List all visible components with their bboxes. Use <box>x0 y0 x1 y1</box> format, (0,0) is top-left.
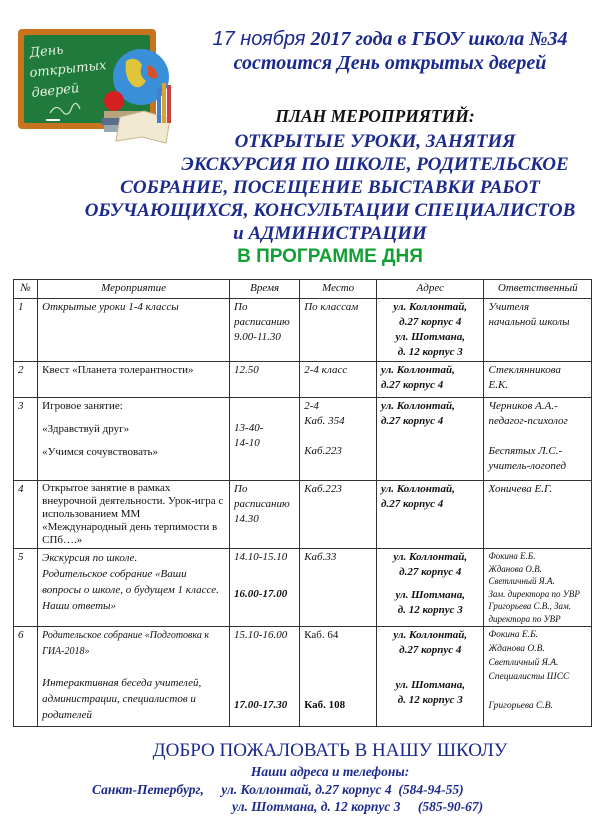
address-cell <box>377 299 484 362</box>
event-cell <box>38 362 230 398</box>
time-text: 12.50 <box>234 364 259 376</box>
responsible-text: Беспятых Л.С.- <box>488 445 563 457</box>
place-text: Каб.223 <box>304 483 342 495</box>
time-text: 9.00-11.30 <box>234 331 281 343</box>
address-text: д. 12 корпус 3 <box>397 346 463 358</box>
address-text: д.27 корпус 4 <box>399 566 462 578</box>
responsible-text: Учителя <box>488 301 530 313</box>
responsible-text: Хоничева Е.Г. <box>488 483 553 495</box>
event-subtitle: состоится День открытых дверей <box>233 52 547 74</box>
contact-line-2 <box>232 799 483 815</box>
table-row <box>14 362 592 398</box>
address-text: д.27 корпус 4 <box>381 415 444 427</box>
plan-heading: ПЛАН МЕРОПРИЯТИЙ: <box>275 106 475 126</box>
address-text: ул. Шотмана, <box>395 679 466 691</box>
responsible-text: Светличный Я.А. <box>488 658 559 668</box>
responsible-text: Светличный Я.А. <box>488 576 555 586</box>
row-number: 1 <box>14 299 38 362</box>
responsible-text: Григорьева С.В., Зам. директора по УВР <box>488 601 571 624</box>
event-text: Экскурсия по школе. <box>42 552 138 564</box>
table-header-row <box>14 280 592 299</box>
table-row <box>14 549 592 627</box>
responsible-cell <box>484 627 592 727</box>
responsible-text: учитель-логопед <box>488 460 567 472</box>
responsible-text: педагог-психолог <box>488 415 568 427</box>
row-number: 3 <box>14 398 38 481</box>
phone-1: (584-94-55) <box>398 782 464 797</box>
responsible-cell <box>484 481 592 549</box>
place-cell <box>300 549 377 627</box>
address-text: ул. Коллонтай, <box>393 551 468 563</box>
event-title-rest: 2017 года в ГБОУ школа №34 <box>310 28 568 50</box>
open-day-logo <box>16 25 176 145</box>
place-cell <box>300 481 377 549</box>
logo-text-line-3: дверей <box>30 81 81 101</box>
time-text: 17.00-17.30 <box>234 699 288 711</box>
city: Санкт-Петербург, <box>92 782 204 797</box>
responsible-text: Фокина Е.Б. <box>488 551 536 561</box>
responsible-text: Григорьева С.В. <box>488 701 553 711</box>
time-cell <box>230 627 300 727</box>
welcome-text: ДОБРО ПОЖАЛОВАТЬ В НАШУ ШКОЛУ <box>152 740 508 761</box>
address-cell <box>377 481 484 549</box>
event-title <box>185 28 595 51</box>
event-text: Открытое занятие в рамках внеурочной деятельности. Урок-игра с использованием ММ «Международный день терпимости в СПб….» <box>42 482 224 546</box>
event-date: 17 ноября <box>212 28 306 50</box>
place-cell <box>300 398 377 481</box>
time-cell <box>230 549 300 627</box>
address-text: ул. Коллонтай, <box>381 483 455 495</box>
row-number: 5 <box>14 549 38 627</box>
event-cell <box>38 481 230 549</box>
row-number: 4 <box>14 481 38 549</box>
responsible-text: Жданова О.В. <box>488 644 545 654</box>
address-text: ул. Шотмана, <box>395 589 466 601</box>
address-text: д.27 корпус 4 <box>381 379 444 391</box>
column-header-place: Место <box>300 280 377 299</box>
address-text: ул. Коллонтай, <box>393 629 468 641</box>
address-text: ул. Коллонтай, <box>381 400 455 412</box>
event-cell <box>38 549 230 627</box>
address-text: д. 12 корпус 3 <box>397 694 463 706</box>
place-cell <box>300 362 377 398</box>
program-heading: В ПРОГРАММЕ ДНЯ <box>237 246 423 267</box>
column-header-number: № <box>14 280 38 299</box>
event-text: Родительское собрание «Подготовка к ГИА-2018» <box>42 630 209 657</box>
time-cell <box>230 299 300 362</box>
place-text: Каб. 354 <box>304 415 345 427</box>
event-text: Интерактивная беседа учителей, администрации, специалистов и родителей <box>42 677 202 721</box>
plan-line-1: ОТКРЫТЫЕ УРОКИ, ЗАНЯТИЯ <box>234 131 516 152</box>
time-text: 13-40- <box>234 422 264 434</box>
time-cell <box>230 398 300 481</box>
contact-line-1 <box>92 782 464 798</box>
responsible-text: Е.К. <box>488 379 508 391</box>
address-text: ул. Коллонтай, <box>381 364 455 376</box>
table-row <box>14 398 592 481</box>
address-2: ул. Шотмана, д. 12 корпус 3 <box>232 799 401 814</box>
logo-text-line-1: День <box>28 42 65 61</box>
plan-line-2: ЭКСКУРСИЯ ПО ШКОЛЕ, РОДИТЕЛЬСКОЕ <box>181 154 569 175</box>
event-text: «Учимся сочувствовать» <box>42 446 159 458</box>
place-cell <box>300 627 377 727</box>
responsible-text: Жданова О.В. <box>488 563 542 574</box>
time-text: 14.10-15.10 <box>234 551 288 563</box>
place-text: По классам <box>304 301 359 313</box>
address-cell <box>377 362 484 398</box>
responsible-cell <box>484 398 592 481</box>
row-number: 2 <box>14 362 38 398</box>
contacts-heading: Наши адреса и телефоны: <box>250 764 410 779</box>
event-text: «Здравствуй друг» <box>42 423 130 435</box>
time-text: расписанию <box>234 316 290 328</box>
address-text: д.27 корпус 4 <box>399 644 462 656</box>
address-text: ул. Шотмана, <box>395 331 466 343</box>
responsible-text: Черников А.А.- <box>488 400 558 412</box>
address-cell <box>377 627 484 727</box>
table-row <box>14 481 592 549</box>
logo-text-line-2: открытых <box>28 58 108 81</box>
responsible-text: Специалисты ШСС <box>488 672 570 682</box>
time-text: расписанию <box>234 498 290 510</box>
column-header-event: Мероприятие <box>38 280 230 299</box>
plan-line-5: и АДМИНИСТРАЦИИ <box>233 223 427 244</box>
address-1: ул. Коллонтай, д.27 корпус 4 <box>221 782 392 797</box>
event-cell <box>38 398 230 481</box>
column-header-address: Адрес <box>377 280 484 299</box>
responsible-text: Стеклянникова <box>488 364 561 376</box>
time-cell <box>230 481 300 549</box>
place-text: Каб.223 <box>304 445 342 457</box>
column-header-time: Время <box>230 280 300 299</box>
responsible-text: Фокина Е.Б. <box>488 630 539 640</box>
responsible-text: Зам. директора по УВР <box>488 588 580 599</box>
plan-line-3: СОБРАНИЕ, ПОСЕЩЕНИЕ ВЫСТАВКИ РАБОТ <box>120 177 540 198</box>
event-cell <box>38 299 230 362</box>
time-text: 14.30 <box>234 513 259 525</box>
place-cell <box>300 299 377 362</box>
table-row <box>14 299 592 362</box>
responsible-cell <box>484 362 592 398</box>
event-text: Открытые уроки 1-4 классы <box>42 301 179 313</box>
schedule-table <box>13 279 592 727</box>
event-text: Игровое занятие: <box>42 400 123 412</box>
time-text: По <box>234 301 248 313</box>
address-text: д.27 корпус 4 <box>381 498 444 510</box>
responsible-cell <box>484 549 592 627</box>
address-cell <box>377 549 484 627</box>
place-text: Каб. 64 <box>304 629 339 641</box>
address-text: д. 12 корпус 3 <box>397 604 463 616</box>
column-header-responsible: Ответственный <box>484 280 592 299</box>
table-row <box>14 627 592 727</box>
responsible-cell <box>484 299 592 362</box>
event-text: Родительское собрание «Ваши вопросы о школе, о будущем 1 классе. Наши ответы» <box>42 568 219 612</box>
phone-2: (585-90-67) <box>417 799 484 814</box>
address-cell <box>377 398 484 481</box>
time-text: 14-10 <box>234 437 260 449</box>
place-text: 2-4 класс <box>304 364 348 376</box>
responsible-text: начальной школы <box>488 316 570 328</box>
plan-line-4: ОБУЧАЮЩИХСЯ, КОНСУЛЬТАЦИИ СПЕЦИАЛИСТОВ <box>84 200 576 221</box>
apple-icon <box>104 91 124 111</box>
event-cell <box>38 627 230 727</box>
address-text: ул. Коллонтай, <box>393 301 468 313</box>
place-text: Каб.33 <box>304 551 337 563</box>
place-text: Каб. 108 <box>304 699 346 711</box>
time-cell <box>230 362 300 398</box>
time-text: 16.00-17.00 <box>234 588 288 600</box>
event-text: Квест «Планета толерантности» <box>42 364 194 376</box>
address-text: д.27 корпус 4 <box>399 316 462 328</box>
place-text: 2-4 <box>304 400 319 412</box>
row-number: 6 <box>14 627 38 727</box>
time-text: 15.10-16.00 <box>234 629 288 641</box>
time-text: По <box>234 483 248 495</box>
